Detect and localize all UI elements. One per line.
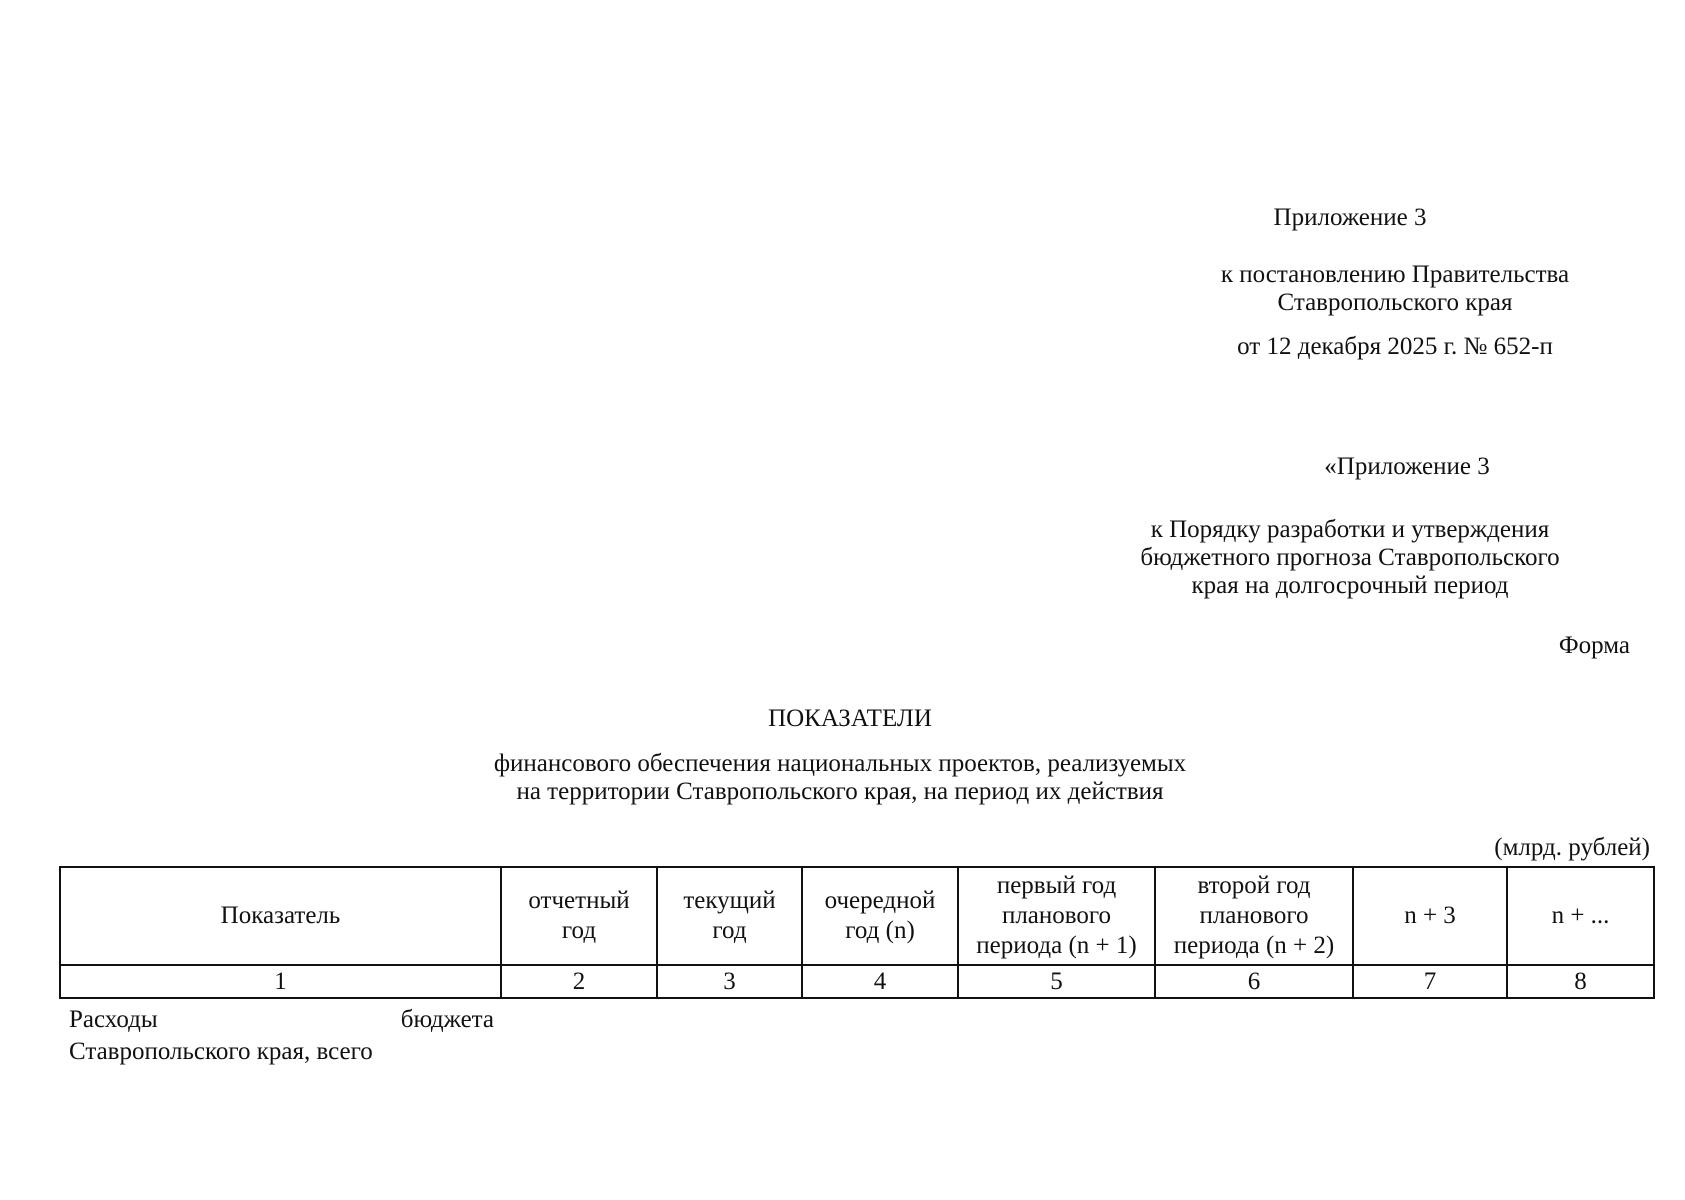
document-subtitle (340, 750, 1340, 806)
appendix-reference (1195, 261, 1595, 317)
header-text: n + ... (1551, 902, 1610, 929)
header-cell-indicator (60, 867, 501, 965)
appendix-date (1195, 333, 1595, 361)
header-cell-plan-year-1 (958, 867, 1155, 965)
column-number-cell: 2 (501, 965, 657, 998)
row-label-line: Ставропольского края, всего (69, 1038, 373, 1065)
column-number-cell: 3 (657, 965, 802, 998)
header-text: периода (n + 2) (1173, 932, 1335, 959)
document-subtitle-line: финансового обеспечения национальных проектов, реализуемых (493, 750, 1187, 777)
appendix-reference-line: Ставропольского края (1277, 289, 1513, 316)
nested-appendix-reference-line: бюджетного прогноза Ставропольского (1140, 544, 1560, 571)
header-text: Показатель (220, 902, 341, 929)
column-number-row (60, 965, 1654, 998)
nested-appendix-reference (1120, 516, 1580, 600)
header-text: год (561, 917, 597, 944)
header-text: год (n) (845, 917, 915, 944)
header-cell-plan-year-2 (1155, 867, 1353, 965)
document-title (600, 705, 1100, 733)
appendix-date-text: от 12 декабря 2025 г. № 652-п (1237, 333, 1553, 360)
form-label-text: Форма (1558, 632, 1630, 659)
units-label-text: (млрд. рублей) (1494, 834, 1650, 861)
nested-appendix-reference-line: к Порядку разработки и утверждения (1150, 516, 1550, 543)
column-number-cell: 5 (958, 965, 1155, 998)
row-label-line (69, 1004, 494, 1036)
row-label-word: Расходы (69, 1006, 158, 1033)
table-header-row (60, 867, 1654, 965)
header-text: очередной (824, 887, 936, 914)
header-cell-next-year (802, 867, 958, 965)
column-number-cell: 6 (1155, 965, 1353, 998)
header-text: текущий (683, 887, 776, 914)
form-label (1450, 632, 1630, 660)
appendix-title-text: Приложение 3 (1273, 204, 1427, 231)
nested-appendix-reference-line: края на долгосрочный период (1191, 572, 1509, 599)
header-cell-n-plus-more (1507, 867, 1654, 965)
column-number-cell: 4 (802, 965, 958, 998)
header-text: периода (n + 1) (976, 932, 1137, 959)
column-number-cell: 8 (1507, 965, 1654, 998)
column-number-cell: 7 (1353, 965, 1507, 998)
header-cell-current-year (657, 867, 802, 965)
header-text: год (712, 917, 747, 944)
header-cell-reporting-year (501, 867, 657, 965)
row-label-word: бюджета (400, 1006, 494, 1033)
header-text: планового (1001, 902, 1112, 929)
header-text: отчетный (528, 887, 630, 914)
indicators-table (59, 866, 1655, 999)
header-text: второй год (1197, 872, 1311, 899)
appendix-reference-line: к постановлению Правительства (1220, 261, 1570, 288)
header-text: n + 3 (1404, 902, 1456, 929)
appendix-title (1245, 204, 1455, 232)
header-cell-n-plus-3 (1353, 867, 1507, 965)
units-label (1350, 834, 1650, 862)
column-number-cell: 1 (60, 965, 501, 998)
header-text: первый год (996, 872, 1117, 899)
document-title-text: ПОКАЗАТЕЛИ (768, 705, 932, 732)
table-row-label (69, 1004, 494, 1068)
nested-appendix-title-text: «Приложение 3 (1324, 453, 1490, 480)
header-text: планового (1199, 902, 1309, 929)
document-subtitle-line: на территории Ставропольского края, на период их действия (516, 778, 1164, 805)
nested-appendix-title (1262, 453, 1552, 481)
